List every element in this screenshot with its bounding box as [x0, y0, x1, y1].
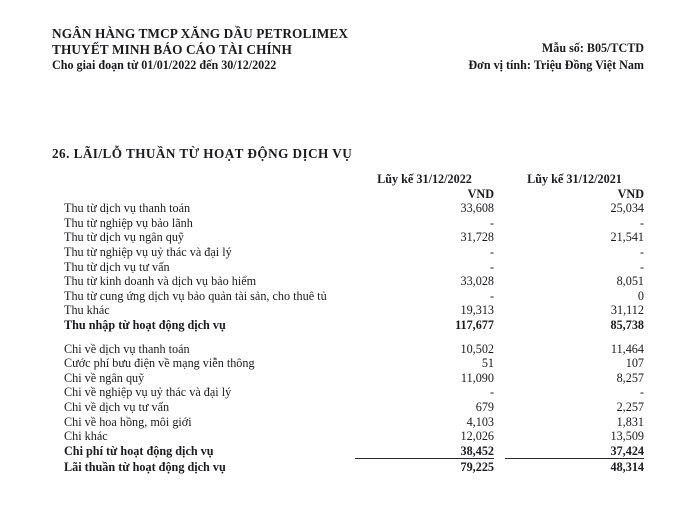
- row-value-2022: 19,313: [460, 303, 494, 318]
- table-row: [52, 245, 644, 260]
- row-gap: [494, 371, 505, 386]
- row-value-2022: -: [489, 259, 494, 274]
- document-header: [0, 26, 681, 82]
- row-gap: [494, 429, 505, 444]
- column-header-2022: Lũy kế 31/12/2022: [377, 172, 472, 186]
- row-value-2021: 8,257: [616, 370, 644, 385]
- row-label: Thu từ dịch vụ thanh toán: [64, 201, 191, 216]
- row-gap: [494, 342, 505, 357]
- spacer-cell: [52, 333, 355, 342]
- unit-blank-cell: [52, 187, 355, 202]
- row-label: Chi về dịch vụ tư vấn: [64, 399, 170, 414]
- table-row-income-total: [52, 318, 644, 333]
- row-gap: [494, 303, 505, 318]
- row-value-2021: 25,034: [610, 201, 644, 216]
- row-value-2021: 1,831: [616, 414, 644, 429]
- spacer-cell: [355, 333, 494, 342]
- row-gap: [494, 415, 505, 430]
- row-label: Thu nhập từ hoạt động dịch vụ: [64, 317, 226, 332]
- row-label: Chi về ngân quỹ: [64, 370, 145, 385]
- row-gap: [494, 274, 505, 289]
- table-row: [52, 260, 644, 275]
- row-value-2021: 48,314: [505, 459, 644, 475]
- row-gap: [494, 356, 505, 371]
- row-gap: [494, 245, 505, 260]
- spacer-cell: [494, 333, 505, 342]
- row-value-2021: -: [639, 385, 644, 400]
- currency-unit: Đơn vị tính: Triệu Đồng Việt Nam: [468, 57, 644, 72]
- row-value-2021: -: [639, 259, 644, 274]
- section-spacer: [52, 333, 644, 342]
- row-value-2022: 117,677: [455, 317, 494, 332]
- row-value-2022: -: [489, 385, 494, 400]
- row-value-2022: 33,028: [460, 274, 494, 289]
- unit-gap-cell: [494, 187, 505, 202]
- table-row: [52, 274, 644, 289]
- table-row: [52, 400, 644, 415]
- document-title: THUYẾT MINH BÁO CÁO TÀI CHÍNH: [52, 41, 292, 57]
- row-value-2021: -: [639, 215, 644, 230]
- row-value-2021: 13,509: [610, 429, 644, 444]
- row-value-2022: 51: [481, 356, 494, 371]
- table-row: [52, 371, 644, 386]
- table-row: [52, 356, 644, 371]
- table-body: [52, 201, 644, 475]
- row-value-2022: 33,608: [460, 201, 494, 216]
- spacer-cell: [505, 333, 644, 342]
- row-gap: [494, 459, 505, 475]
- row-label: Thu từ nghiệp vụ uỷ thác và đại lý: [64, 244, 232, 259]
- form-number: Mẫu số: B05/TCTD: [541, 41, 644, 55]
- column-unit-2021: VND: [617, 186, 644, 201]
- row-label: Thu khác: [64, 303, 110, 318]
- row-value-2021: 0: [637, 288, 644, 303]
- row-value-2021: 8,051: [616, 274, 644, 289]
- table-header-row-units: [52, 187, 644, 202]
- table-row: [52, 415, 644, 430]
- row-label: Chi về dịch vụ thanh toán: [64, 341, 190, 356]
- row-value-2021: 11,464: [610, 341, 644, 356]
- row-value-2022: 38,452: [460, 443, 494, 458]
- row-value-2022: 12,026: [460, 429, 494, 444]
- header-gap-cell: [494, 172, 505, 187]
- service-activities-table: [52, 172, 644, 475]
- table-row: [52, 230, 644, 245]
- reporting-period: Cho giai đoạn từ 01/01/2022 đến 30/12/2022: [52, 58, 277, 72]
- table-row: [52, 201, 644, 216]
- header-right-block: [468, 41, 644, 73]
- row-value-2022: 79,225: [355, 459, 494, 475]
- row-label: Cước phí bưu điện về mạng viễn thông: [64, 356, 255, 371]
- row-gap: [494, 400, 505, 415]
- row-label: Chi khác: [64, 429, 108, 444]
- table-row: [52, 289, 644, 304]
- row-label: Thu từ dịch vụ ngân quỹ: [64, 230, 185, 245]
- table-header-row-periods: [52, 172, 644, 187]
- row-value-2022: 31,728: [460, 230, 494, 245]
- table-row-expense-total: [52, 444, 644, 459]
- row-value-2021: 37,424: [610, 443, 644, 458]
- row-value-2022: -: [489, 215, 494, 230]
- row-value-2022: 11,090: [460, 370, 494, 385]
- row-label: Lãi thuần từ hoạt động dịch vụ: [64, 460, 226, 475]
- table-row: [52, 303, 644, 318]
- row-gap: [494, 216, 505, 231]
- column-unit-2022: VND: [467, 186, 494, 201]
- table-row: [52, 342, 644, 357]
- row-gap: [494, 318, 505, 333]
- row-gap: [494, 260, 505, 275]
- table-row: [52, 216, 644, 231]
- table-header: [52, 172, 644, 201]
- row-gap: [494, 289, 505, 304]
- row-value-2021: 2,257: [616, 399, 644, 414]
- row-value-2022: 679: [475, 399, 494, 414]
- table-row: [52, 429, 644, 444]
- section-heading: 26. LÃI/LỖ THUẦN TỪ HOẠT ĐỘNG DỊCH VỤ: [52, 146, 353, 161]
- table-row: [52, 385, 644, 400]
- row-label: Thu từ kinh doanh và dịch vụ bảo hiểm: [64, 274, 257, 289]
- row-value-2021: -: [639, 244, 644, 259]
- row-value-2021: 21,541: [610, 230, 644, 245]
- row-label: Thu từ cung ứng dịch vụ bảo quản tài sản, cho thuê tủ: [64, 288, 327, 303]
- row-label: Thu từ nghiệp vụ bảo lãnh: [64, 215, 193, 230]
- row-value-2022: -: [489, 244, 494, 259]
- row-value-2021: 107: [625, 356, 644, 371]
- row-label: Chi về nghiệp vụ uỷ thác và đại lý: [64, 385, 232, 400]
- row-gap: [494, 230, 505, 245]
- header-blank-cell: [52, 172, 355, 187]
- row-value-2022: 4,103: [466, 414, 494, 429]
- row-value-2022: -: [489, 288, 494, 303]
- row-label: Chi về hoa hồng, môi giới: [64, 414, 192, 429]
- row-gap: [494, 444, 505, 459]
- table-row-net-total: [52, 459, 644, 475]
- row-value-2022: 10,502: [460, 341, 494, 356]
- row-gap: [494, 385, 505, 400]
- row-value-2021: 85,738: [610, 317, 644, 332]
- row-label: Thu từ dịch vụ tư vấn: [64, 259, 170, 274]
- row-gap: [494, 201, 505, 216]
- row-value-2021: 31,112: [610, 303, 644, 318]
- header-left-block: [52, 26, 348, 74]
- row-label: Chi phí từ hoạt động dịch vụ: [64, 444, 214, 459]
- column-header-2021: Lũy kế 31/12/2021: [527, 172, 622, 186]
- organization-name: NGÂN HÀNG TMCP XĂNG DẦU PETROLIMEX: [52, 26, 349, 41]
